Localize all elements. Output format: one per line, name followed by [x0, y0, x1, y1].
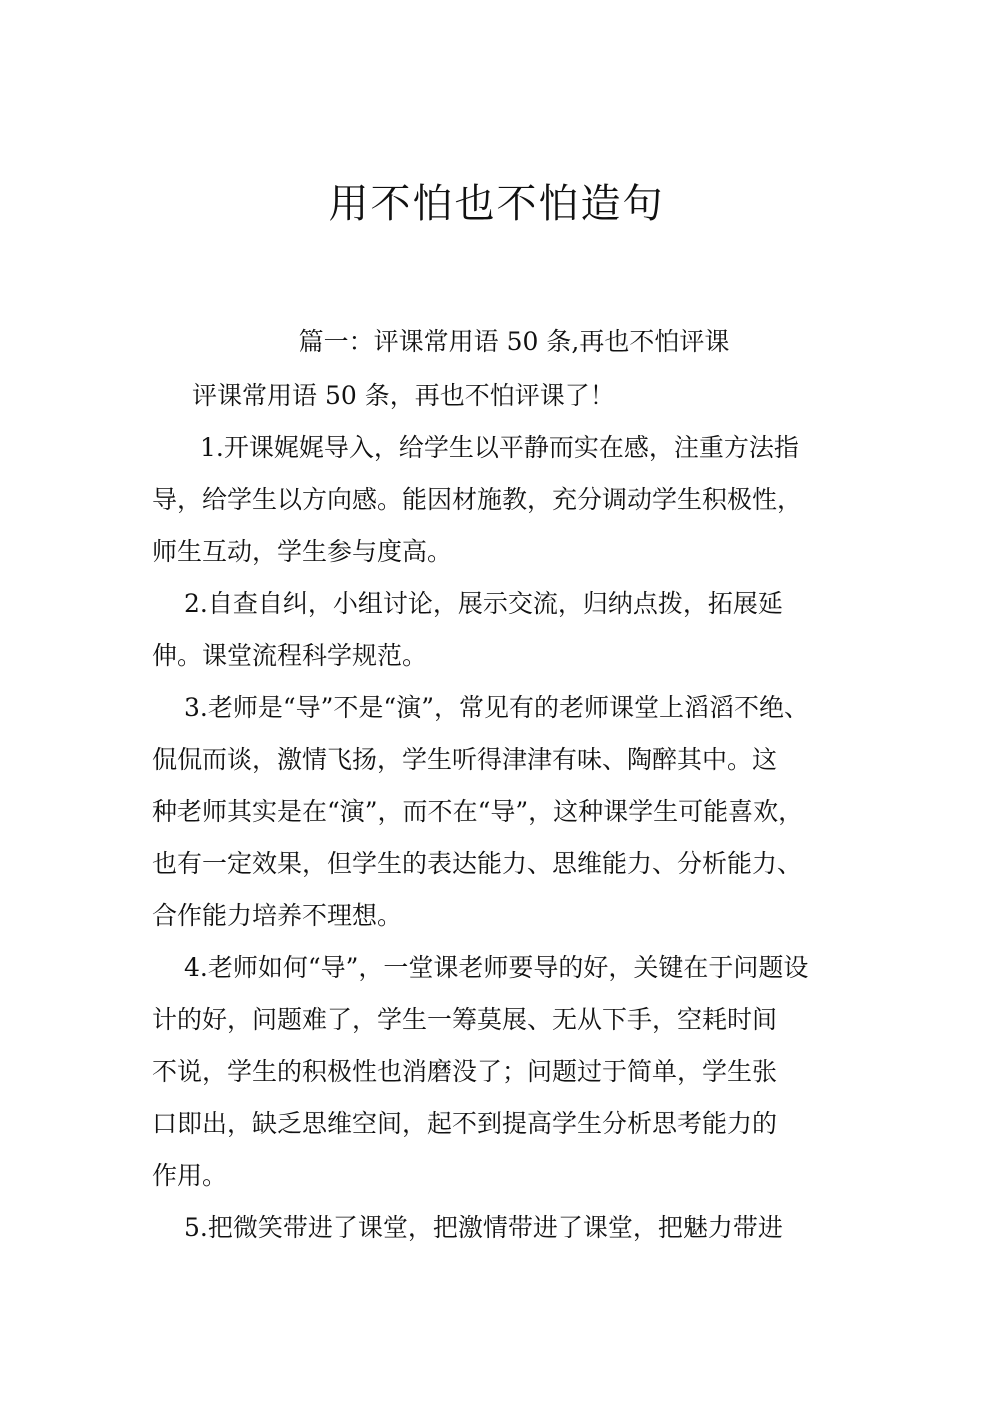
paragraph-line: 导，给学生以方向感。能因材施教，充分调动学生积极性，	[152, 485, 803, 514]
document-title: 用不怕也不怕造句	[328, 181, 665, 227]
paragraph-line: 1.开课娓娓导入，给学生以平静而实在感，注重方法指	[200, 433, 799, 462]
paragraph-line: 师生互动，学生参与度高。	[152, 537, 453, 566]
paragraph-line: 作用。	[152, 1161, 228, 1190]
paragraph-line: 5.把微笑带进了课堂，把激情带进了课堂，把魅力带进	[184, 1213, 783, 1242]
paragraph-line: 伸。课堂流程科学规范。	[152, 641, 428, 670]
section-heading: 篇一：评课常用语 50 条,再也不怕评课	[298, 327, 730, 356]
paragraph-line: 种老师其实是在“演”，而不在“导”，这种课学生可能喜欢，	[152, 797, 804, 826]
paragraph-line: 侃侃而谈，激情飞扬，学生听得津津有味、陶醉其中。这	[152, 745, 778, 774]
paragraph-line: 计的好，问题难了，学生一筹莫展、无从下手，空耗时间	[152, 1005, 778, 1034]
paragraph-line: 也有一定效果，但学生的表达能力、思维能力、分析能力、	[152, 849, 803, 878]
paragraph-line: 4.老师如何“导”，一堂课老师要导的好，关键在于问题设	[184, 953, 809, 982]
paragraph-line: 口即出，缺乏思维空间，起不到提高学生分析思考能力的	[152, 1109, 778, 1138]
paragraph-line: 不说，学生的积极性也消磨没了；问题过于简单，学生张	[152, 1057, 778, 1086]
intro-line: 评课常用语 50 条，再也不怕评课了！	[192, 381, 615, 410]
paragraph-line: 2.自查自纠，小组讨论，展示交流，归纳点拨，拓展延	[184, 589, 783, 618]
paragraph-line: 3.老师是“导”不是“演”，常见有的老师课堂上滔滔不绝、	[184, 693, 809, 722]
paragraph-line: 合作能力培养不理想。	[152, 901, 403, 930]
